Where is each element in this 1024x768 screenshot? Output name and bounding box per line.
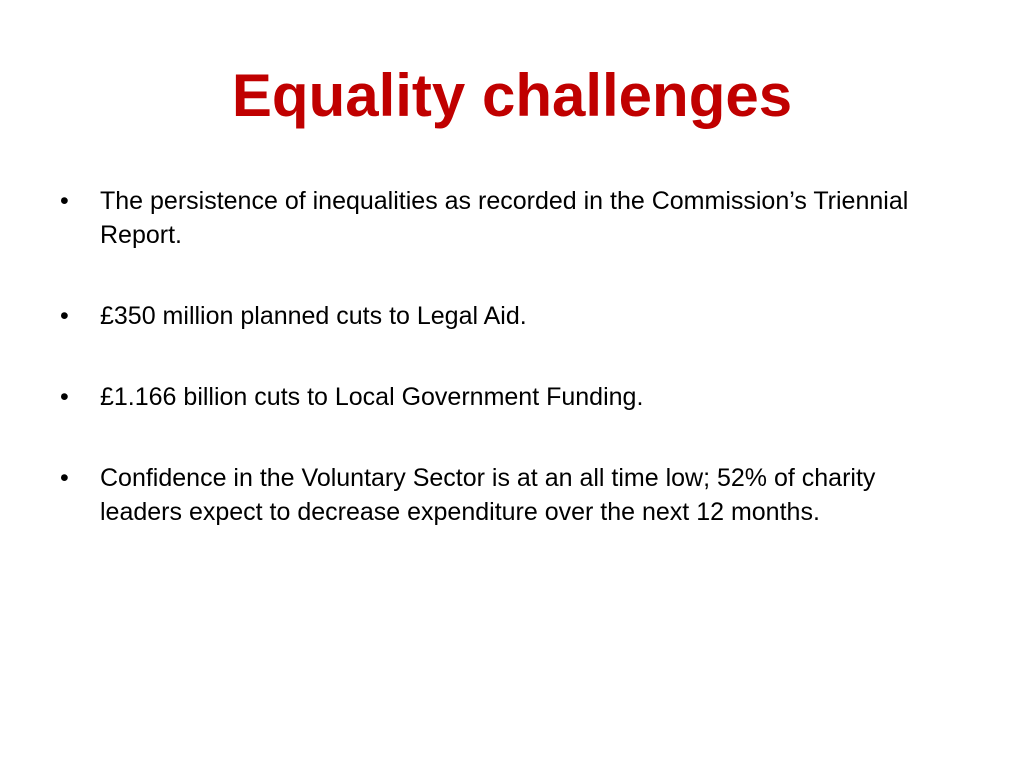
bullet-icon: • [60, 187, 69, 215]
bullet-icon: • [60, 302, 69, 330]
slide-title: Equality challenges [231, 62, 793, 129]
list-item [60, 184, 940, 252]
list-item [60, 299, 940, 333]
bullet-text: £350 million planned cuts to Legal Aid. [100, 302, 527, 330]
bullet-text: £1.166 billion cuts to Local Government Funding. [100, 383, 644, 411]
bullet-list [60, 184, 940, 576]
bullet-text: Confidence in the Voluntary Sector is at an all time low; 52% of charity leaders expect to decrease expenditure over the next 12 months. [100, 464, 876, 526]
bullet-icon: • [60, 383, 69, 411]
list-item [60, 461, 940, 529]
bullet-icon: • [60, 464, 69, 492]
list-item [60, 380, 940, 414]
bullet-text: The persistence of inequalities as recorded in the Commission’s Triennial Report. [100, 187, 909, 249]
